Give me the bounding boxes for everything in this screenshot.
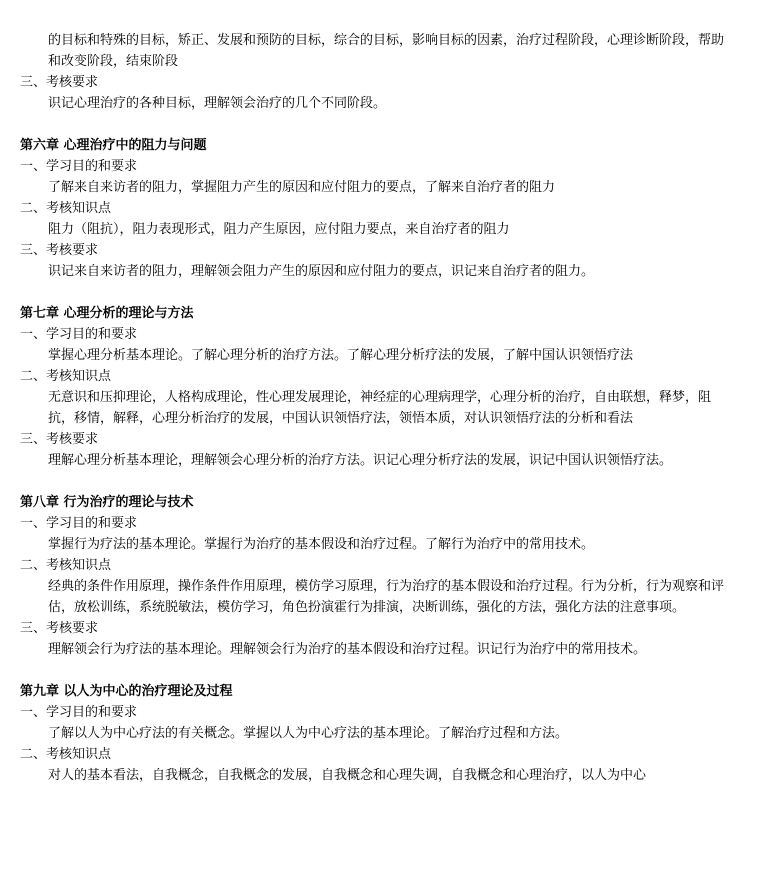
intro-requirements-text: 识记心理治疗的各种目标，理解领会治疗的几个不同阶段。 [48, 96, 387, 111]
chapter-8-heading-1: 一、学习目的和要求 [20, 516, 138, 531]
chapter-6-heading-3: 三、考核要求 [20, 243, 99, 258]
chapter-7-heading-2: 二、考核知识点 [20, 369, 112, 384]
chapter-9-text-1: 了解以人为中心疗法的有关概念。掌握以人为中心疗法的基本理论。了解治疗过程和方法。 [48, 726, 569, 741]
chapter-7-heading-3: 三、考核要求 [20, 432, 99, 447]
chapter-8-text-1: 掌握行为疗法的基本理论。掌握行为治疗的基本假设和治疗过程。了解行为治疗中的常用技术。 [48, 537, 595, 552]
chapter-6-text-2: 阻力（阻抗），阻力表现形式，阻力产生原因，应付阻力要点，来自治疗者的阻力 [48, 222, 510, 237]
chapter-9-heading-2: 二、考核知识点 [20, 747, 112, 762]
chapter-6-text-3: 识记来自来访者的阻力，理解领会阻力产生的原因和应付阻力的要点，识记来自治疗者的阻力。 [48, 264, 595, 279]
chapter-8-text-3: 理解领会行为疗法的基本理论。理解领会行为治疗的基本假设和治疗过程。识记行为治疗中的常用技术。 [48, 642, 647, 657]
chapter-7-heading-1: 一、学习目的和要求 [20, 327, 138, 342]
chapter-6-title: 第六章 心理治疗中的阻力与问题 [20, 138, 207, 153]
chapter-7-text-2: 无意识和压抑理论，人格构成理论，性心理发展理论，神经症的心理病理学，心理分析的治疗，自由联想，释梦，阻抗，移情，解释，心理分析治疗的发展，中国认识领悟疗法，领悟本质，对认识领悟疗法的分析和看法 [48, 390, 712, 426]
chapter-8-title: 第八章 行为治疗的理论与技术 [20, 495, 194, 510]
intro-paragraph: 的目标和特殊的目标，矫正、发展和预防的目标，综合的目标，影响目标的因素，治疗过程阶段，心理诊断阶段，帮助和改变阶段，结束阶段 [48, 33, 725, 69]
chapter-8-text-2: 经典的条件作用原理，操作条件作用原理，模仿学习原理，行为治疗的基本假设和治疗过程。行为分析，行为观察和评估，放松训练，系统脱敏法，模仿学习，角色扮演霍行为排演，决断训练，强化的方法，强化方法的注意事项。 [48, 579, 725, 615]
chapter-7-text-1: 掌握心理分析基本理论。了解心理分析的治疗方法。了解心理分析疗法的发展，了解中国认识领悟疗法 [48, 348, 634, 363]
chapter-6-heading-2: 二、考核知识点 [20, 201, 112, 216]
chapter-6-text-1: 了解来自来访者的阻力，掌握阻力产生的原因和应付阻力的要点，了解来自治疗者的阻力 [48, 180, 556, 195]
chapter-7-title: 第七章 心理分析的理论与方法 [20, 306, 194, 321]
chapter-9-title: 第九章 以人为中心的治疗理论及过程 [20, 684, 233, 699]
intro-requirements-heading: 三、考核要求 [20, 75, 99, 90]
chapter-8-heading-3: 三、考核要求 [20, 621, 99, 636]
chapter-9-heading-1: 一、学习目的和要求 [20, 705, 138, 720]
chapter-6-heading-1: 一、学习目的和要求 [20, 159, 138, 174]
chapter-9-text-2: 对人的基本看法，自我概念，自我概念的发展，自我概念和心理失调，自我概念和心理治疗，以人为中心 [48, 768, 647, 783]
chapter-8-heading-2: 二、考核知识点 [20, 558, 112, 573]
chapter-7-text-3: 理解心理分析基本理论，理解领会心理分析的治疗方法。识记心理分析疗法的发展，识记中国认识领悟疗法。 [48, 453, 673, 468]
